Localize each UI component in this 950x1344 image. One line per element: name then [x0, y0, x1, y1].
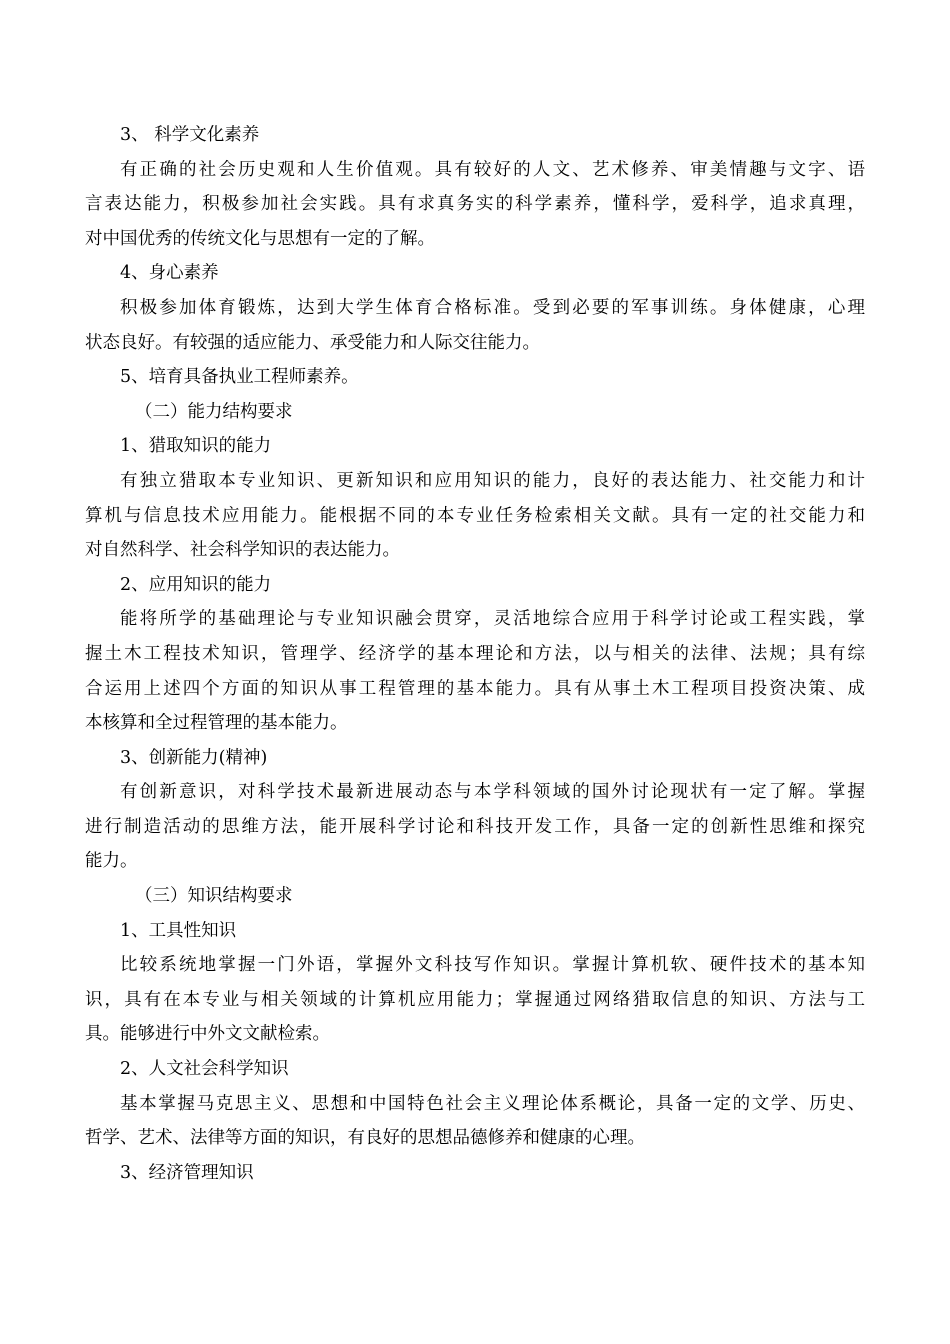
- subheading: 4、身心素养: [120, 263, 219, 284]
- subheading: 3、创新能力(精神): [120, 747, 268, 768]
- paragraph-line: 进行制造活动的思维方法，能开展科学讨论和科技开发工作，具备一定的创新性思维和探究: [85, 816, 865, 837]
- section-heading: （三）知识结构要求: [135, 886, 293, 907]
- paragraph-line: 具。能够进行中外文文献检索。: [85, 1024, 330, 1045]
- subheading: 3、经济管理知识: [120, 1162, 254, 1183]
- subheading: 2、人文社会科学知识: [120, 1059, 289, 1080]
- paragraph-line: 哲学、艺术、法律等方面的知识，有良好的思想品德修养和健康的心理。: [85, 1128, 645, 1149]
- paragraph-line: 基本掌握马克思主义、思想和中国特色社会主义理论体系概论，具备一定的文学、历史、: [120, 1093, 865, 1114]
- paragraph-line: 有独立猎取本专业知识、更新知识和应用知识的能力，良好的表达能力、社交能力和计: [120, 470, 865, 491]
- paragraph-line: 握土木工程技术知识，管理学、经济学的基本理论和方法，以与相关的法律、法规；具有综: [85, 643, 865, 664]
- paragraph-line: 本核算和全过程管理的基本能力。: [85, 713, 348, 734]
- subheading: 2、应用知识的能力: [120, 574, 272, 595]
- subheading: 1、猎取知识的能力: [120, 436, 272, 457]
- paragraph-line: 能将所学的基础理论与专业知识融会贯穿，灵活地综合应用于科学讨论或工程实践，掌: [120, 609, 865, 630]
- paragraph-line: 积极参加体育锻炼，达到大学生体育合格标准。受到必要的军事训练。身体健康，心理: [120, 297, 865, 318]
- document-body: [85, 118, 865, 1190]
- subheading: 5、培育具备执业工程师素养。: [120, 367, 359, 388]
- paragraph-line: 状态良好。有较强的适应能力、承受能力和人际交往能力。: [85, 332, 540, 353]
- paragraph-line: 识，具有在本专业与相关领域的计算机应用能力；掌握通过网络猎取信息的知识、方法与工: [85, 989, 865, 1010]
- paragraph-line: 能力。: [85, 851, 138, 872]
- paragraph-line: 对自然科学、社会科学知识的表达能力。: [85, 540, 400, 561]
- subheading: 1、工具性知识: [120, 920, 237, 941]
- paragraph-line: 算机与信息技术应用能力。能根据不同的本专业任务检索相关文献。具有一定的社交能力和: [85, 505, 865, 526]
- paragraph-line: 有创新意识，对科学技术最新进展动态与本学科领域的国外讨论现状有一定了解。掌握: [120, 782, 865, 803]
- paragraph-line: 有正确的社会历史观和人生价值观。具有较好的人文、艺术修养、审美情趣与文字、语: [120, 159, 865, 180]
- paragraph-line: 对中国优秀的传统文化与思想有一定的了解。: [85, 228, 435, 249]
- subheading: 3、 科学文化素养: [120, 125, 260, 145]
- section-heading: （二）能力结构要求: [135, 401, 293, 422]
- paragraph-line: 合运用上述四个方面的知识从事工程管理的基本能力。具有从事土木工程项目投资决策、成: [85, 678, 865, 699]
- paragraph-line: 言表达能力，积极参加社会实践。具有求真务实的科学素养，懂科学，爱科学，追求真理，: [85, 194, 865, 215]
- paragraph-line: 比较系统地掌握一门外语，掌握外文科技写作知识。掌握计算机软、硬件技术的基本知: [120, 955, 865, 976]
